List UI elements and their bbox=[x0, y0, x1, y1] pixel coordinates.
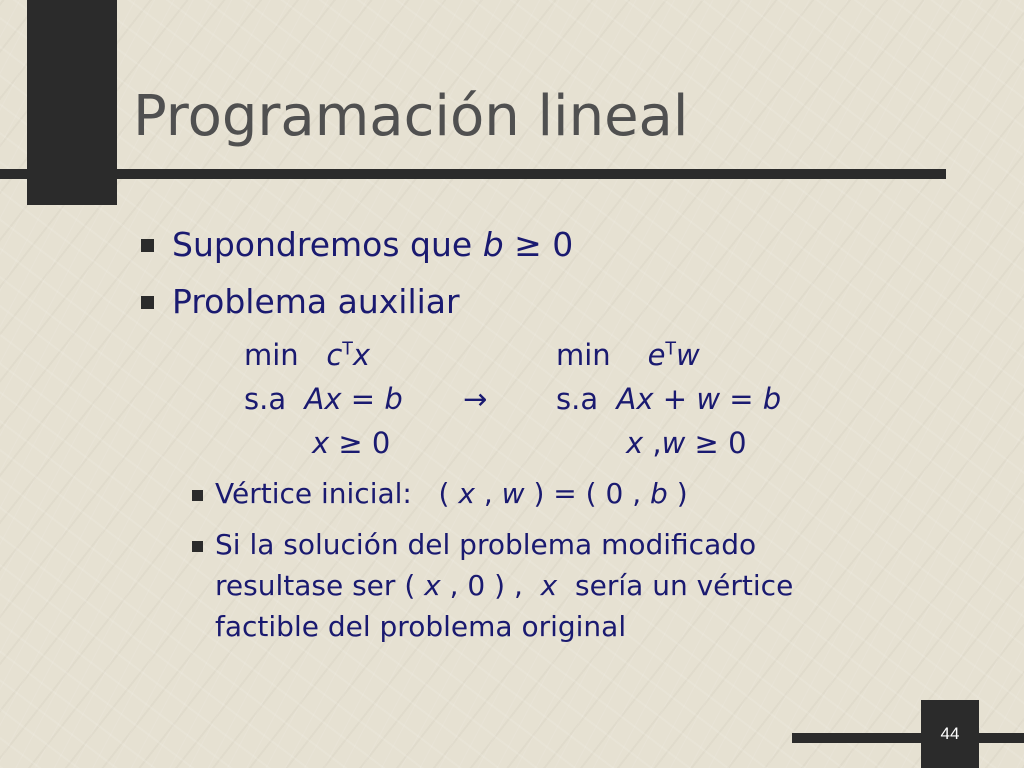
original-objective: min $c^Tx$ bbox=[244, 338, 371, 372]
original-bound: x ≥ 0 bbox=[312, 426, 391, 460]
sub-bullet-square-icon bbox=[192, 541, 203, 552]
auxiliary-bound: x ,w ≥ 0 bbox=[626, 426, 747, 460]
sub-bullet-square-icon bbox=[192, 490, 203, 501]
sub-bullet-initial-vertex: Vértice inicial: ( x , w ) = ( 0 , b ) bbox=[215, 477, 688, 510]
page-number-box bbox=[921, 700, 979, 768]
bullet-square-icon bbox=[141, 296, 154, 309]
footer-bar bbox=[792, 733, 1024, 743]
transform-arrow-icon: → bbox=[463, 382, 488, 416]
auxiliary-objective: min $e^Tw$ bbox=[556, 338, 700, 372]
sub-bullet-solution-line-1: Si la solución del problema modificado bbox=[215, 528, 757, 561]
page-number: 44 bbox=[940, 724, 960, 743]
bullet-assumption: Supondremos que b ≥ 0 bbox=[172, 225, 574, 264]
sub-bullet-solution-line-3: factible del problema original bbox=[215, 610, 627, 643]
auxiliary-constraint: s.a Ax + w = b bbox=[556, 382, 782, 416]
bullet-square-icon bbox=[141, 239, 154, 252]
bullet-auxiliary-problem: Problema auxiliar bbox=[172, 282, 460, 321]
original-constraint: s.a Ax = b bbox=[244, 382, 403, 416]
slide-title: Programación lineal bbox=[133, 84, 689, 149]
title-underline-bar bbox=[0, 169, 946, 179]
sub-bullet-solution-line-2: resultase ser ( x , 0 ) , x sería un vértice bbox=[215, 569, 794, 602]
